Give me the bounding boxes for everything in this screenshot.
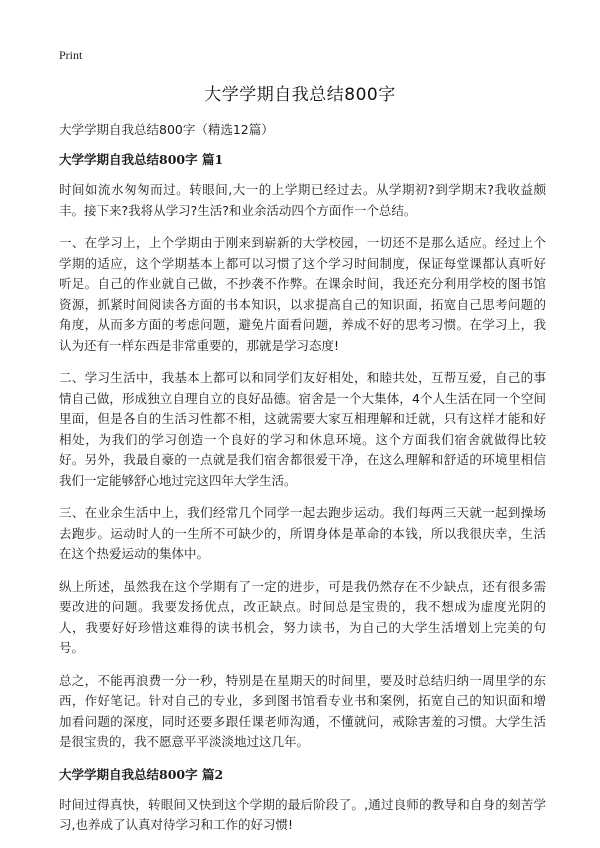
paragraph: 时间过得真快，转眼间又快到这个学期的最后阶段了。,通过良师的教导和自身的刻苦学习,也养成了认真对待学习和工作的好习惯! bbox=[59, 796, 546, 832]
paragraph: 时间如流水匆匆而过。转眼间,大一的上学期已经过去。从学期初?到学期末?我收益颇丰。接下来?我将从学习?生活?和业余活动四个方面作一个总结。 bbox=[59, 182, 546, 218]
document-body bbox=[59, 122, 546, 848]
paragraph: 总之，不能再浪费一分一秒，特别是在星期天的时间里，要及时总结归纳一周里学的东西，作好笔记。针对自己的专业，多到图书馆看专业书和案例，拓宽自己的知识面和增加看问题的深度，同时还要多跟任课老师沟通，不懂就问，戒除害羞的习惯。大学生活是很宝贵的，我不愿意平平淡淡地过这几年。 bbox=[59, 672, 546, 749]
paragraph: 纵上所述，虽然我在这个学期有了一定的进步，可是我仍然存在不少缺点，还有很多需要改进的问题。我要发扬优点，改正缺点。时间总是宝贵的，我不想成为虚度光阴的人，我要好好珍惜这难得的读书机会，努力读书，为自己的大学生活增划上完美的句号。 bbox=[59, 578, 546, 655]
document-subtitle: 大学学期自我总结800字（精选12篇） bbox=[59, 122, 274, 137]
section-heading-2: 大学学期自我总结800字 篇2 bbox=[59, 766, 224, 782]
paragraph: 一、在学习上，上个学期由于刚来到崭新的大学校园，一切还不是那么适应。经过上个学期的适应，这个学期基本上都可以习惯了这个学习时间制度，保证每堂课都认真听好听足。自己的作业就自己做，不抄袭不作弊。在课余时间，我还充分利用学校的图书馆资源，抓紧时间阅读各方面的书本知识，以求提高自己的知识面，拓宽自己思考问题的角度，从而多方面的考虑问题，避免片面看问题，养成不好的思考习惯。在学习上，我认为还有一样东西是非常重要的，那就是学习态度! bbox=[59, 235, 546, 353]
paragraph: 二、学习生活中，我基本上都可以和同学们友好相处，和睦共处，互帮互爱，自己的事情自己做，形成独立自理自立的良好品德。宿舍是一个大集体，4个人生活在同一个空间里面，但是各自的生活习性都不相，这就需要大家互相理解和迁就，只有这样才能和好相处，为我们的学习创造一个良好的学习和休息环境。这个方面我们宿舍就做得比较好。另外，我最自豪的一点就是我们宿舍都很爱干净，在这么理解和舒适的环境里相信我们一定能够舒心地过完这四年大学生活。 bbox=[59, 370, 546, 488]
section-heading-1: 大学学期自我总结800字 篇1 bbox=[59, 152, 224, 167]
print-label[interactable]: Print bbox=[59, 48, 83, 62]
paragraph: 三、在业余生活中上，我们经常几个同学一起去跑步运动。我们每两三天就一起到操场去跑步。运动时人的一生所不可缺少的，所谓身体是革命的本钱，所以我很庆幸，生活在这个热爱运动的集体中。 bbox=[59, 505, 546, 561]
document-title: 大学学期自我总结800字 bbox=[204, 85, 396, 105]
